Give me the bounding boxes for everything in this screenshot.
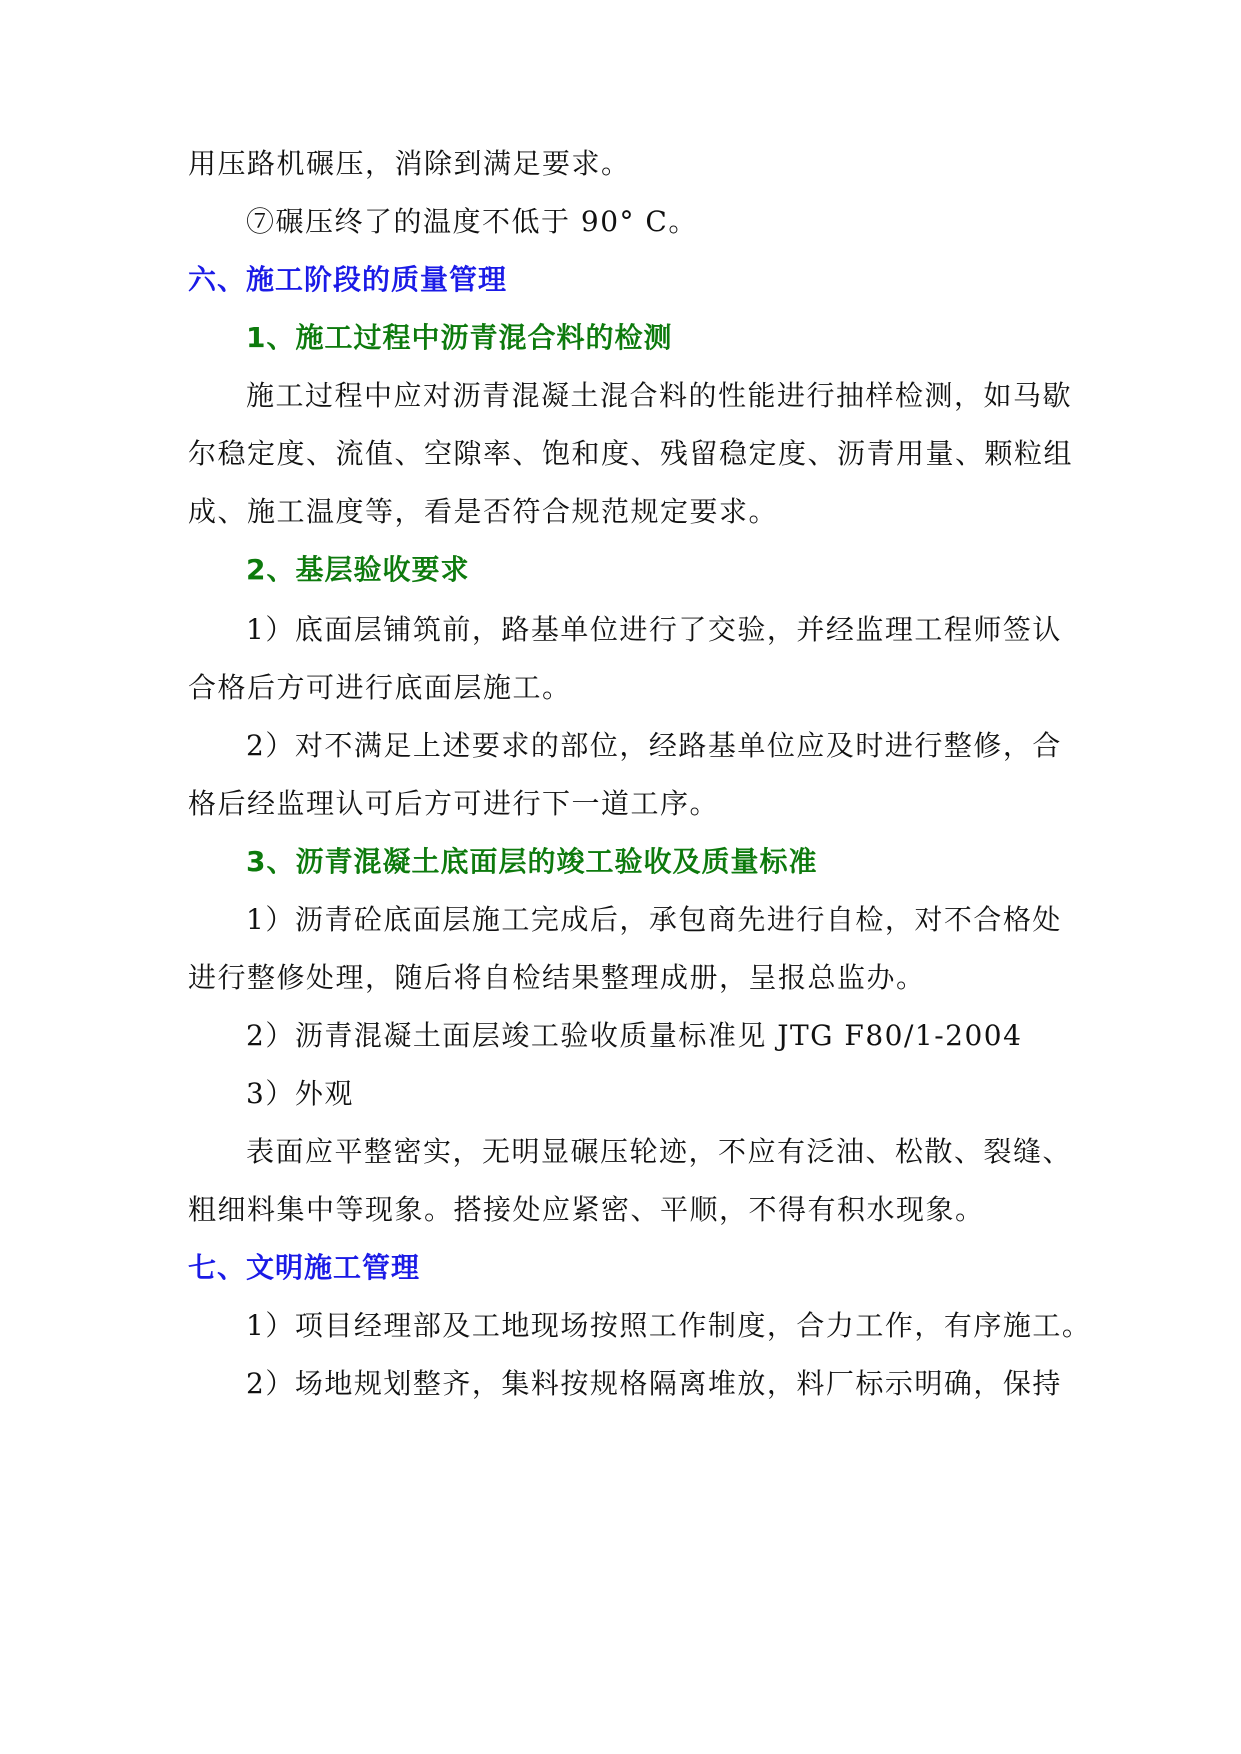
paragraph-line: 尔稳定度、流值、空隙率、饱和度、残留稳定度、沥青用量、颗粒组 xyxy=(188,437,1074,470)
paragraph-line: 合格后方可进行底面层施工。 xyxy=(188,671,572,704)
paragraph-line: 格后经监理认可后方可进行下一道工序。 xyxy=(188,787,720,820)
paragraph-line: ⑦碾压终了的温度不低于 90° C。 xyxy=(246,205,698,238)
section-heading-6: 六、施工阶段的质量管理 xyxy=(188,263,508,296)
paragraph-line: 2）对不满足上述要求的部位，经路基单位应及时进行整修，合 xyxy=(246,729,1062,762)
paragraph-line: 用压路机碾压，消除到满足要求。 xyxy=(188,147,631,180)
subsection-heading-2: 2、基层验收要求 xyxy=(246,553,470,586)
paragraph-line: 3）外观 xyxy=(246,1077,354,1110)
paragraph-line: 1）项目经理部及工地现场按照工作制度，合力工作，有序施工。 xyxy=(246,1309,1092,1342)
subsection-heading-3: 3、沥青混凝土底面层的竣工验收及质量标准 xyxy=(246,845,818,878)
paragraph-line: 2）沥青混凝土面层竣工验收质量标准见 JTG F80/1-2004 xyxy=(246,1019,1023,1052)
paragraph-line: 成、施工温度等，看是否符合规范规定要求。 xyxy=(188,495,779,528)
paragraph-line: 施工过程中应对沥青混凝土混合料的性能进行抽样检测，如马歇 xyxy=(246,379,1073,412)
subsection-heading-1: 1、施工过程中沥青混合料的检测 xyxy=(246,321,673,354)
paragraph-line: 表面应平整密实，无明显碾压轮迹，不应有泛油、松散、裂缝、 xyxy=(246,1135,1073,1168)
section-heading-7: 七、文明施工管理 xyxy=(188,1251,421,1284)
paragraph-line: 进行整修处理，随后将自检结果整理成册，呈报总监办。 xyxy=(188,961,926,994)
paragraph-line: 粗细料集中等现象。搭接处应紧密、平顺，不得有积水现象。 xyxy=(188,1193,985,1226)
paragraph-line: 1）底面层铺筑前，路基单位进行了交验，并经监理工程师签认 xyxy=(246,613,1062,646)
paragraph-line: 2）场地规划整齐，集料按规格隔离堆放，料厂标示明确，保持 xyxy=(246,1367,1062,1400)
paragraph-line: 1）沥青砼底面层施工完成后，承包商先进行自检，对不合格处 xyxy=(246,903,1062,936)
